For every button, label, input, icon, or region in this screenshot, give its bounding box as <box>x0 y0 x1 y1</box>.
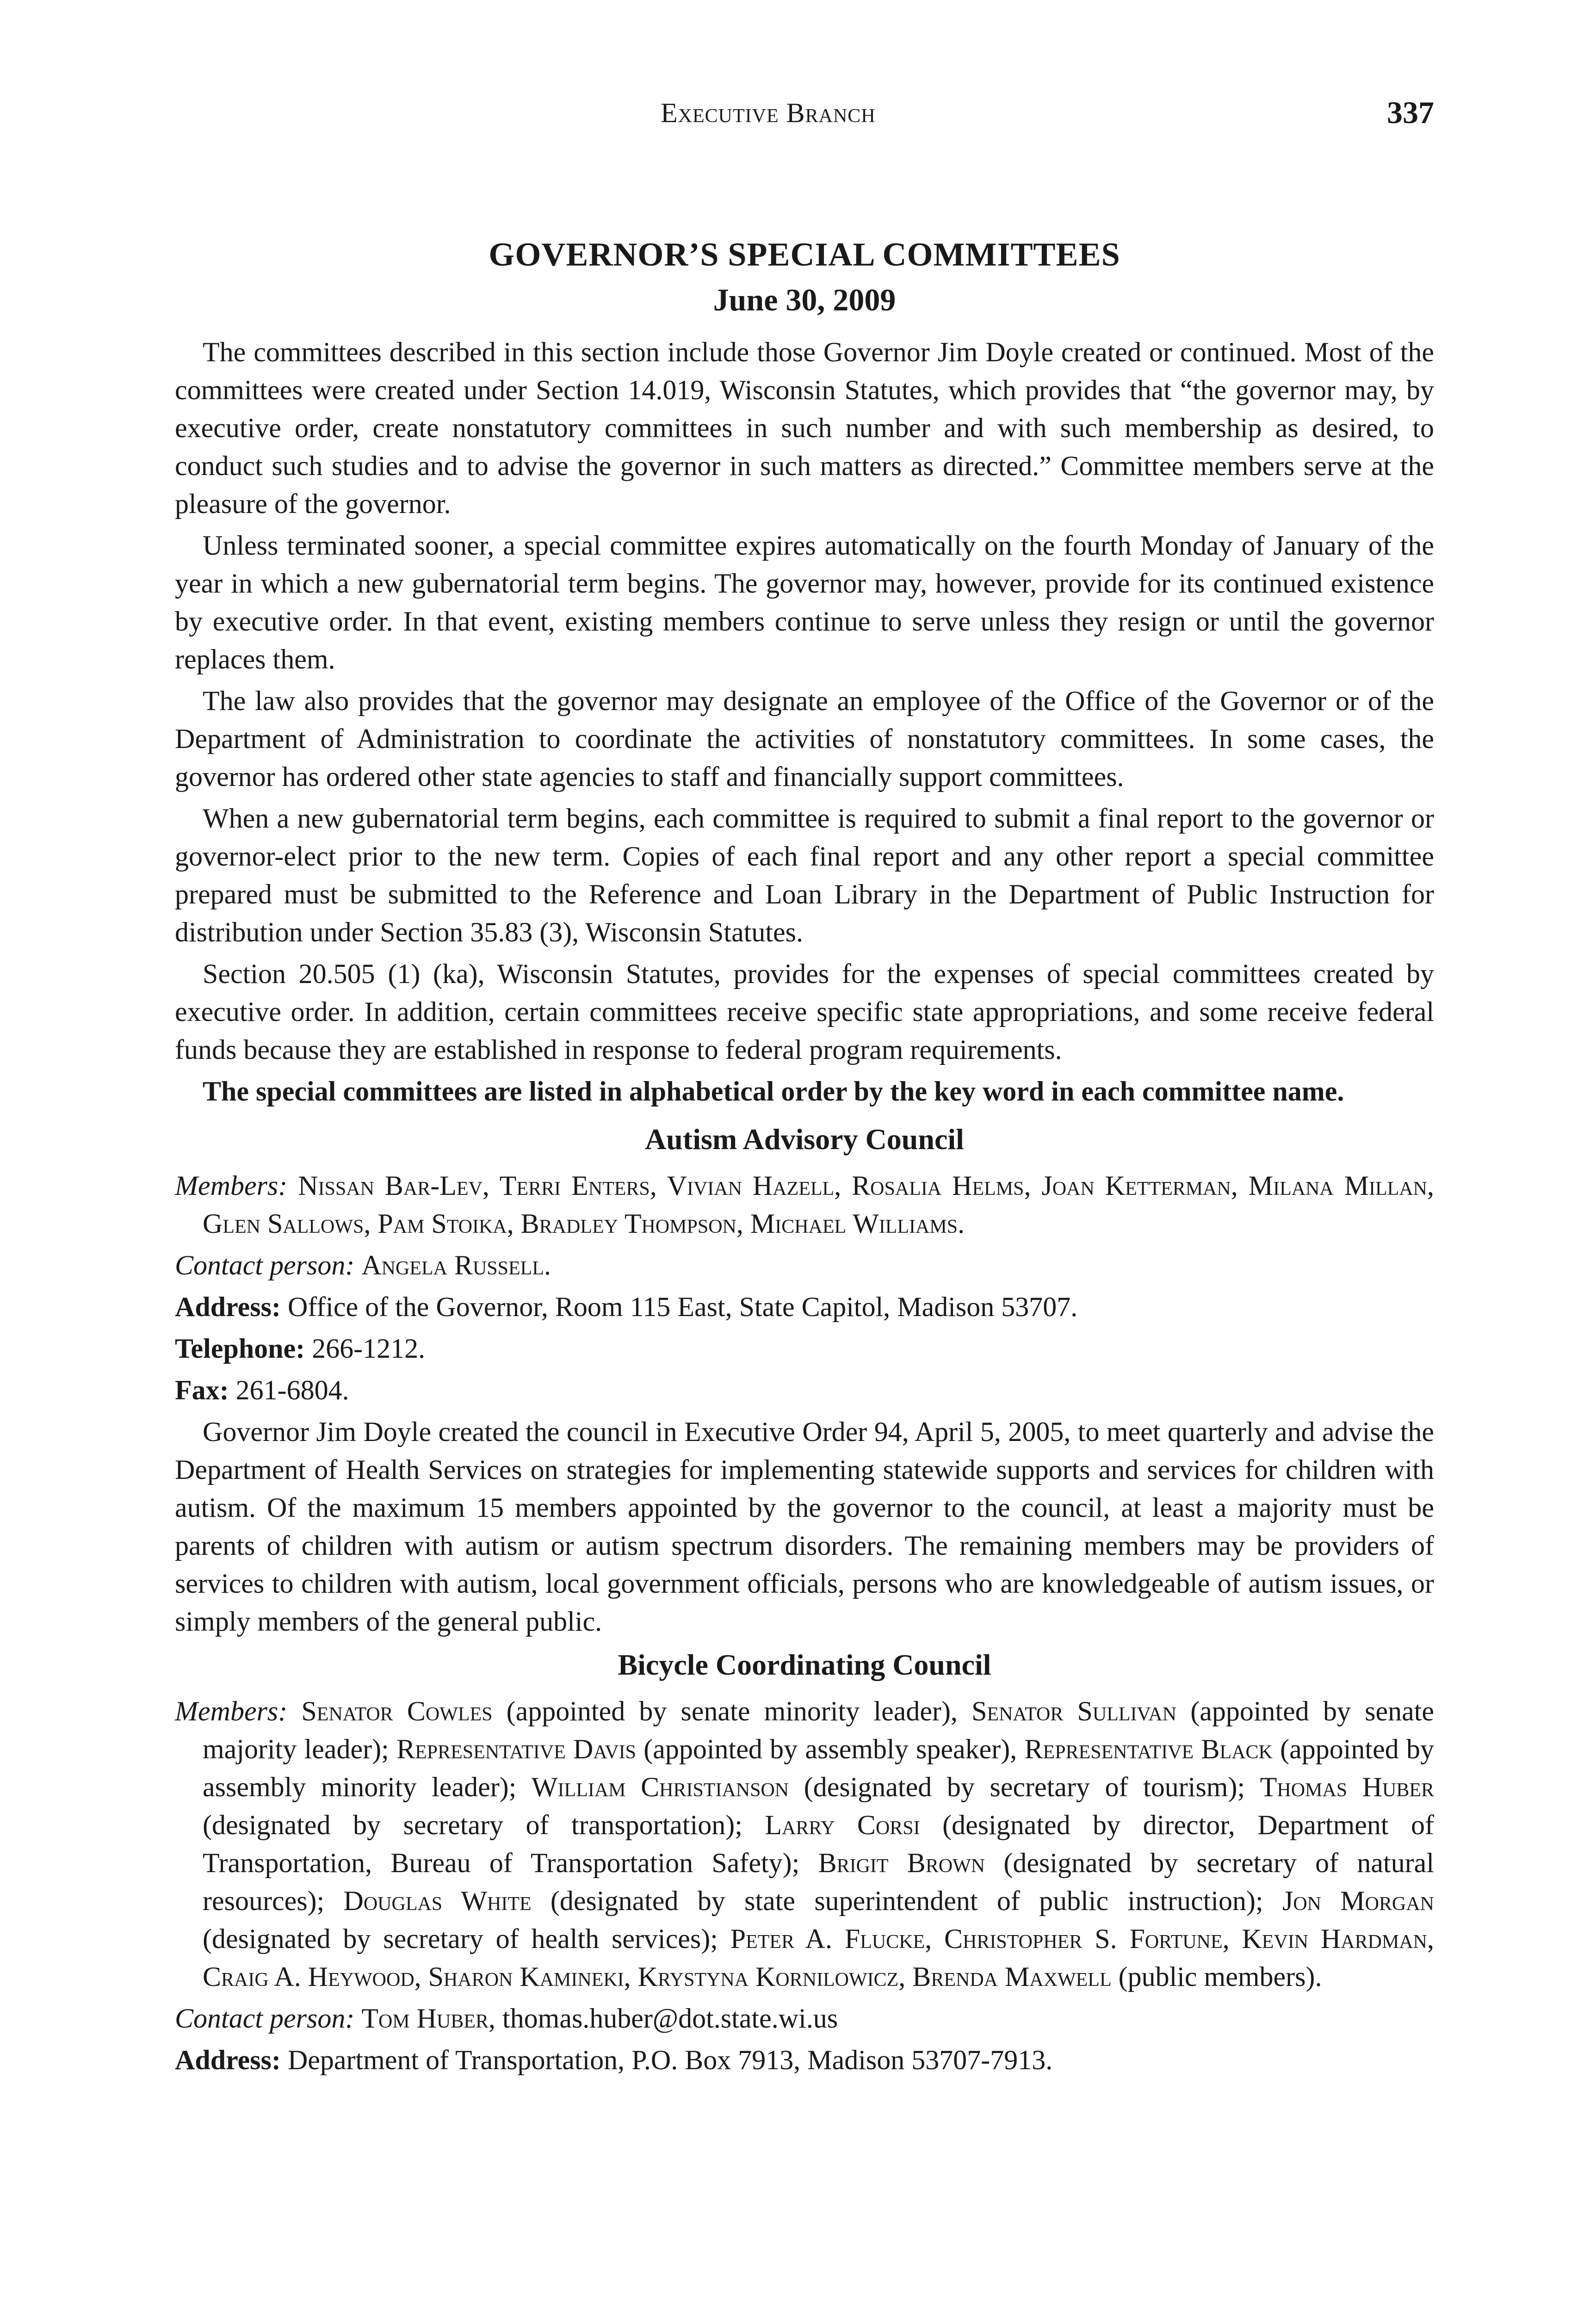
member-note: (designated by secretary of health services); <box>203 1923 730 1954</box>
member-note: (appointed by senate majority leader); <box>203 1696 1435 1764</box>
contact-name: Tom Huber, <box>361 2003 495 2034</box>
member-name: Representative Davis <box>396 1734 636 1764</box>
telephone-value: 266-1212. <box>312 1333 426 1364</box>
bicycle-members <box>175 1692 1434 1996</box>
section-date: June 30, 2009 <box>713 282 896 317</box>
autism-telephone <box>175 1330 1434 1367</box>
member-name: William Christianson <box>531 1772 789 1802</box>
intro-paragraph: Section 20.505 (1) (ka), Wisconsin Statutes, provides for the expenses of special committees created by executive order. In addition, certain committees receive specific state appropriations, and some receive federal funds because they are established in response to federal program requirements. <box>175 959 1434 1065</box>
member-name: Douglas White <box>343 1886 532 1916</box>
intro-paragraph: Unless terminated sooner, a special committee expires automatically on the fourth Monday of January of the year in which a new gubernatorial term begins. The governor may, however, provide for its continued existence by executive order. In that event, existing members continue to serve unless they resign or until the governor replaces them. <box>175 530 1434 674</box>
telephone-label: Telephone: <box>175 1333 305 1364</box>
autism-members <box>175 1167 1434 1243</box>
bicycle-contact <box>175 1999 1434 2037</box>
member-note: (appointed by assembly speaker), <box>636 1734 1025 1764</box>
address-value: Office of the Governor, Room 115 East, State Capitol, Madison 53707. <box>287 1292 1078 1322</box>
autism-address <box>175 1288 1434 1326</box>
member-name: Larry Corsi <box>765 1810 920 1840</box>
members-list: Nissan Bar-Lev, Terri Enters, Vivian Hazell, Rosalia Helms, Joan Ketterman, Milana Millan, Glen Sallows, Pam Stoika, Bradley Thompson, Michael Williams. <box>203 1170 1434 1239</box>
address-label: Address: <box>175 1292 281 1322</box>
member-note: (designated by secretary of tourism); <box>789 1772 1260 1802</box>
autism-description: Governor Jim Doyle created the council in Executive Order 94, April 5, 2005, to meet quarterly and advise the Department of Health Services on strategies for implementing statewide supports and services for children with autism. Of the maximum 15 members appointed by the governor to the council, at least a majority must be parents of children with autism or autism spectrum disorders. The remaining members may be providers of services to children with autism, local government officials, persons who are knowledgeable of autism issues, or simply members of the general public. <box>175 1416 1434 1637</box>
member-note: (designated by state superintendent of public instruction); <box>531 1886 1282 1916</box>
member-note: (designated by director, Department of Transportation, Bureau of Transportation Safety); <box>203 1810 1435 1878</box>
bicycle-council-heading: Bicycle Coordinating Council <box>618 1648 991 1681</box>
member-name: Peter A. Flucke, Christopher S. Fortune, Kevin Hardman, Craig A. Heywood, Sharon Kamineki, Krystyna Kornilowicz, Brenda Maxwell <box>203 1923 1434 1992</box>
section-title: GOVERNOR’S SPECIAL COMMITTEES <box>489 236 1120 273</box>
member-name: Brigit Brown <box>818 1848 985 1878</box>
member-name: Senator Sullivan <box>971 1696 1177 1726</box>
fax-label: Fax: <box>175 1375 229 1405</box>
running-head <box>175 97 1434 134</box>
intro-paragraph: The committees described in this section include those Governor Jim Doyle created or continued. Most of the committees were created under Section 14.019, Wisconsin Statutes, which provides that “the governor may, by executive order, create nonstatutory committees in such number and with such membership as desired, to conduct such studies and to advise the governor in such matters as directed.” Committee members serve at the pleasure of the governor. <box>175 337 1434 519</box>
autism-fax <box>175 1371 1434 1409</box>
intro-paragraph: When a new gubernatorial term begins, each committee is required to submit a final report to the governor or governor-elect prior to the new term. Copies of each final report and any other report a special committee prepared must be submitted to the Reference and Loan Library in the Department of Public Instruction for distribution under Section 35.83 (3), Wisconsin Statutes. <box>175 803 1434 947</box>
address-label: Address: <box>175 2045 281 2075</box>
autism-council-heading: Autism Advisory Council <box>645 1123 964 1156</box>
running-title: Executive Branch <box>661 98 876 128</box>
content <box>175 231 1434 2083</box>
member-note: (appointed by senate minority leader), <box>492 1696 972 1726</box>
fax-value: 261-6804. <box>235 1375 349 1405</box>
contact-email: thomas.huber@dot.state.wi.us <box>495 2003 838 2034</box>
member-note: (designated by secretary of transportation); <box>203 1810 765 1840</box>
contact-name: Angela Russell. <box>361 1250 551 1280</box>
bicycle-address <box>175 2041 1434 2079</box>
contact-label: Contact person: <box>175 1250 355 1280</box>
member-note: (designated by secretary of natural resources); <box>203 1848 1434 1916</box>
intro-paragraph: The law also provides that the governor may designate an employee of the Office of the Governor or of the Department of Administration to coordinate the activities of nonstatutory committees. In some cases, the governor has ordered other state agencies to staff and financially support committees. <box>175 686 1434 792</box>
contact-label: Contact person: <box>175 2003 355 2034</box>
member-name: Thomas Huber <box>1260 1772 1434 1802</box>
order-note: The special committees are listed in alphabetical order by the key word in each committee name. <box>203 1076 1344 1107</box>
autism-contact <box>175 1246 1434 1284</box>
member-note: (appointed by assembly minority leader); <box>203 1734 1435 1802</box>
members-label: Members: <box>175 1696 288 1726</box>
member-name: Senator Cowles <box>301 1696 493 1726</box>
address-value: Department of Transportation, P.O. Box 7913, Madison 53707-7913. <box>287 2045 1053 2075</box>
member-name: Representative Black <box>1024 1734 1273 1764</box>
members-label: Members: <box>175 1170 288 1201</box>
member-name: Jon Morgan <box>1282 1886 1434 1916</box>
member-note: (public members). <box>1111 1961 1322 1992</box>
page-number: 337 <box>1387 95 1434 130</box>
